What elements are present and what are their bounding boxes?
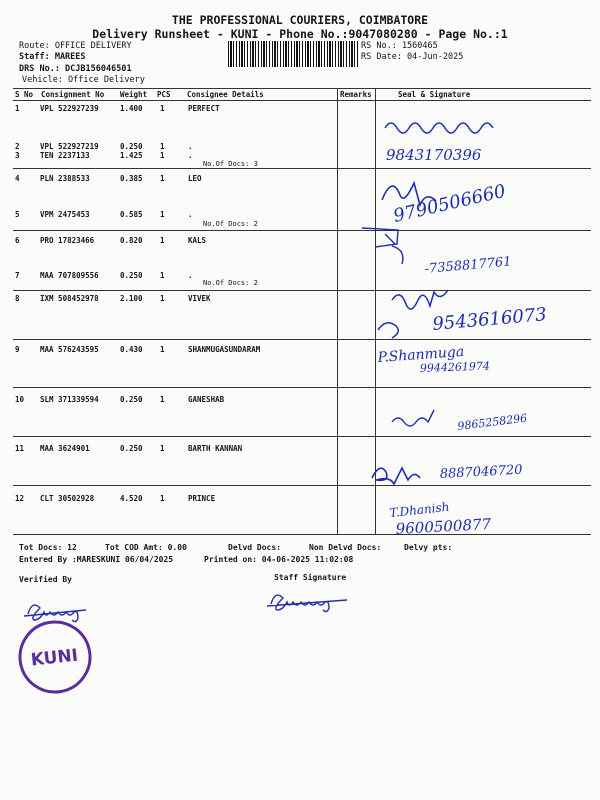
row-weight: 4.520 [120,494,143,503]
delivery-points: Delvy pts: [404,543,453,552]
row-sno: 12 [15,494,25,503]
row-consignee: SHANMUGASUNDARAM [188,345,261,354]
row-consignment: TEN 2237133 [40,151,90,160]
row-sno: 5 [15,210,20,219]
row-sno: 3 [15,151,20,160]
signature-scribble [362,228,403,264]
company-title: THE PROFESSIONAL COURIERS, COIMBATORE [171,13,429,27]
staff-signature-label: Staff Signature [274,573,347,582]
vehicle-label: Vehicle: Office Delivery [22,75,145,85]
handwritten-name: P.Shanmuga [377,343,465,366]
col-seal-signature: Seal & Signature [398,90,471,99]
row-consignment: CLT 30502928 [40,494,95,503]
row-sno: 10 [15,395,25,404]
handwritten-phone: 9790506660 [391,180,508,227]
col-weight: Weight [120,90,148,99]
handwritten-phone: 9865258296 [456,411,528,433]
row-consignment: PRO 17823466 [40,236,95,245]
row-weight: 0.250 [120,444,143,453]
row-consignment: MAA 707809556 [40,271,99,280]
row-consignee: . [188,151,193,160]
row-consignee: KALS [188,236,207,245]
row-sno: 6 [15,236,20,245]
row-weight: 0.820 [120,236,143,245]
row-weight: 0.250 [120,395,143,404]
row-weight: 0.430 [120,345,143,354]
row-consignee: GANESHAB [188,395,225,404]
printed-on: Printed on: 04-06-2025 11:02:08 [204,555,354,564]
handwritten-phone: 9600500877 [395,515,492,538]
entered-by: Entered By :MARESKUNI 06/04/2025 [19,555,174,564]
kuni-stamp [15,617,95,697]
docs-count: No.Of Docs: 2 [203,279,258,287]
row-pcs: 1 [160,142,165,151]
row-pcs: 1 [160,395,165,404]
col-pcs: PCS [157,90,171,99]
row-pcs: 1 [160,174,165,183]
rs-date: RS Date: 04-Jun-2025 [361,52,464,62]
row-consignee: PRINCE [188,494,216,503]
route-label: Route: OFFICE DELIVERY [19,41,132,51]
row-pcs: 1 [160,210,165,219]
row-pcs: 1 [160,345,165,354]
row-consignment: MAA 3624901 [40,444,90,453]
handwritten-phone: 9543616073 [431,304,548,335]
row-weight: 0.250 [120,271,143,280]
row-consignee: VIVEK [188,294,211,303]
row-pcs: 1 [160,494,165,503]
row-sno: 11 [15,444,25,453]
row-consignment: IXM 508452978 [40,294,99,303]
row-pcs: 1 [160,271,165,280]
row-consignment: MAA 576243595 [40,345,99,354]
drs-number: DRS No.: DCJB156046501 [19,64,132,74]
row-consignee: . [188,210,193,219]
stamp-label: KUNI [29,645,80,671]
row-weight: 0.250 [120,142,143,151]
row-sno: 8 [15,294,20,303]
row-consignee: LEO [188,174,202,183]
handwritten-name: T.Dhanish [388,499,451,520]
row-consignment: VPM 2475453 [40,210,90,219]
row-consignment: VPL 522927239 [40,104,99,113]
row-consignment: SLM 371339594 [40,395,99,404]
row-sno: 9 [15,345,20,354]
runsheet-subtitle: Delivery Runsheet - KUNI - Phone No.:9047080280 - Page No.:1 [92,27,508,41]
signature-scribble [385,123,493,133]
row-sno: 2 [15,142,20,151]
row-pcs: 1 [160,294,165,303]
row-consignee: . [188,271,193,280]
row-consignment: VPL 522927219 [40,142,99,151]
row-pcs: 1 [160,236,165,245]
row-sno: 1 [15,104,20,113]
handwritten-phone: 9843170396 [386,146,482,164]
handwritten-phone: 8887046720 [439,462,523,482]
staff-label: Staff: MAREES [19,52,86,62]
col-remarks: Remarks [340,90,372,99]
row-weight: 1.400 [120,104,143,113]
row-sno: 4 [15,174,20,183]
row-consignee: BARTH KANNAN [188,444,243,453]
col-consignee: Consignee Details [187,90,264,99]
verified-by-label: Verified By [19,575,72,584]
total-docs: Tot Docs: 12 [19,543,77,552]
col-consignment: Consignment No [41,90,105,99]
row-weight: 0.585 [120,210,143,219]
signature-scribble [392,410,434,426]
row-weight: 2.100 [120,294,143,303]
row-pcs: 1 [160,151,165,160]
non-delivered-docs: Non Delvd Docs: [309,543,382,552]
row-consignee: PERFECT [188,104,220,113]
handwritten-phone: 9944261974 [419,359,491,375]
row-sno: 7 [15,271,20,280]
row-consignee: . [188,142,193,151]
row-pcs: 1 [160,444,165,453]
col-sno: S No [15,90,34,99]
handwritten-phone: -7358817761 [424,254,513,277]
row-weight: 1.425 [120,151,143,160]
staff-signature [265,586,365,616]
row-pcs: 1 [160,104,165,113]
docs-count: No.Of Docs: 2 [203,220,258,228]
row-consignment: PLN 2388533 [40,174,90,183]
signature-scribble [372,468,420,484]
docs-count: No.Of Docs: 3 [203,160,258,168]
delivered-docs: Delvd Docs: [228,543,281,552]
rs-number: RS No.: 1560465 [361,41,438,51]
total-cod-amount: Tot COD Amt: 0.00 [105,543,187,552]
row-weight: 0.385 [120,174,143,183]
